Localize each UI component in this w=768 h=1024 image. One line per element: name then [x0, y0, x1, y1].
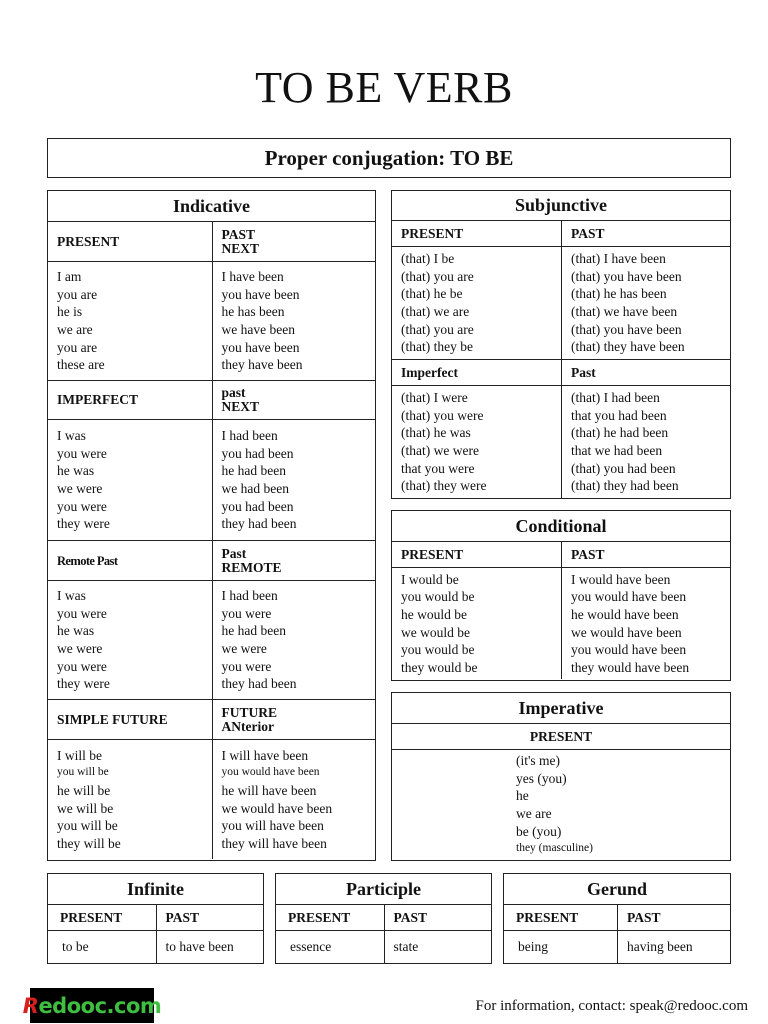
participle-label-row: [276, 905, 491, 931]
form-line: he was: [57, 623, 95, 639]
form-line: (that) they have been: [571, 339, 685, 355]
gerund-past-label: PAST: [617, 905, 730, 930]
imperative-table: [391, 692, 731, 861]
gerund-present-form: being: [518, 939, 548, 955]
form-line: they would be: [401, 659, 478, 675]
form-line: he would be: [401, 606, 467, 622]
form-line: you had been: [221, 445, 294, 461]
imperative-label-row: [392, 724, 730, 750]
form-line: you would be: [401, 589, 475, 605]
form-line: you had been: [221, 498, 294, 514]
subjunctive-present-label-row: [392, 221, 730, 247]
conditional-heading: Conditional: [392, 511, 730, 542]
form-line: (that) we were: [401, 443, 479, 458]
indicative-imperfect-forms-row: [48, 420, 375, 541]
label-line: Past: [221, 545, 247, 561]
form-line: he will be: [57, 782, 111, 798]
form-line: (that) I have been: [571, 251, 666, 267]
indicative-remote-past-forms: [48, 581, 212, 699]
subjunctive-present-label: PRESENT: [401, 225, 464, 241]
logo-text: edooc.com: [38, 993, 162, 1018]
indicative-present-forms-row: [48, 262, 375, 381]
form-line: you are: [57, 339, 98, 355]
participle-heading: Participle: [276, 874, 491, 905]
form-line: that we had been: [571, 443, 663, 458]
indicative-simple-future-forms-row: [48, 740, 375, 859]
participle-past-form: state: [384, 931, 492, 963]
indicative-remote-past-label-row: [48, 541, 375, 581]
form-line: (that) they had been: [571, 478, 679, 494]
form-line: we have been: [221, 322, 295, 337]
form-line: you will be: [57, 766, 109, 779]
form-line: they (masculine): [516, 842, 593, 855]
form-line: you were: [57, 658, 107, 674]
label-line: past: [221, 385, 246, 400]
conditional-past-forms: [561, 568, 730, 679]
form-line: he had been: [221, 623, 286, 639]
infinite-heading: Infinite: [48, 874, 263, 905]
form-line: he was: [57, 463, 95, 479]
form-line: we were: [221, 641, 267, 656]
redooc-logo[interactable]: [22, 988, 162, 1023]
form-line: (that) he be: [401, 286, 463, 302]
participle-past-label: PAST: [384, 905, 492, 930]
form-line: he would have been: [571, 606, 679, 622]
subjunctive-imperfect-label: Imperfect: [401, 364, 458, 380]
form-line: (that) we have been: [571, 304, 678, 319]
form-line: I will be: [57, 747, 102, 763]
label-line: PAST: [221, 226, 256, 242]
form-line: we had been: [221, 481, 289, 496]
subjunctive-present-forms-row: [392, 247, 730, 360]
subjunctive-imperfect-forms: [392, 386, 561, 498]
form-line: you would be: [401, 642, 475, 658]
gerund-present-label: PRESENT: [516, 909, 579, 925]
form-line: they will have been: [221, 835, 327, 851]
form-line: that you were: [401, 460, 475, 476]
conjugation-header-text: Proper conjugation: TO BE: [264, 145, 514, 170]
label-line: NEXT: [221, 240, 260, 256]
form-line: you were: [57, 445, 107, 461]
indicative-future-anterior-forms: [212, 740, 376, 859]
infinite-past-form: to have been: [156, 931, 264, 963]
indicative-table: [47, 190, 376, 861]
form-line: these are: [57, 357, 105, 373]
participle-forms-row: [276, 931, 491, 963]
participle-present-label: PRESENT: [288, 909, 351, 925]
form-line: (that) I be: [401, 251, 455, 267]
form-line: you will be: [57, 818, 118, 834]
participle-table: [275, 873, 492, 964]
form-line: you will have been: [221, 818, 324, 834]
indicative-past-next-forms: [212, 262, 376, 380]
form-line: you were: [221, 658, 272, 674]
form-line: (that) you are: [401, 321, 474, 337]
gerund-past-form: having been: [617, 931, 730, 963]
form-line: they were: [57, 516, 110, 532]
form-line: I would be: [401, 571, 459, 587]
form-line: (that) they be: [401, 339, 473, 355]
gerund-forms-row: [504, 931, 730, 963]
form-line: he has been: [221, 304, 285, 320]
form-line: I was: [57, 588, 86, 604]
indicative-simple-future-label-row: [48, 700, 375, 740]
infinite-table: [47, 873, 264, 964]
imperative-present-label: PRESENT: [529, 728, 593, 744]
page-title: TO BE VERB: [255, 63, 513, 112]
indicative-present-forms: [48, 262, 212, 380]
form-line: I was: [57, 428, 86, 444]
indicative-imperfect-label: IMPERFECT: [57, 392, 138, 407]
indicative-present-label-row: [48, 222, 375, 262]
form-line: we would have been: [571, 624, 682, 640]
subjunctive-imperfect-label-row: [392, 360, 730, 386]
infinite-forms-row: [48, 931, 263, 963]
form-line: you would have been: [571, 589, 687, 605]
form-line: he is: [57, 304, 83, 320]
subjunctive-heading: Subjunctive: [392, 191, 730, 221]
indicative-future-anterior-label: [212, 700, 376, 739]
imperative-forms-row: [392, 750, 730, 860]
indicative-simple-future-label: SIMPLE FUTURE: [57, 711, 168, 727]
logo-r-mark: R: [22, 993, 39, 1018]
form-line: that you had been: [571, 407, 667, 423]
subjunctive-present-forms: [392, 247, 561, 359]
indicative-imperfect-forms: [48, 420, 212, 540]
form-line: I had been: [221, 428, 278, 444]
conditional-label-row: [392, 542, 730, 568]
form-line: they had been: [221, 516, 297, 532]
imperative-heading: Imperative: [392, 693, 730, 724]
contact-info: For information, contact: speak@redooc.com: [475, 998, 748, 1014]
label-line: NEXT: [221, 399, 260, 414]
indicative-past-next-label: [212, 222, 376, 261]
subjunctive-past-2-label: Past: [561, 360, 730, 385]
form-line: you would have been: [221, 766, 320, 779]
subjunctive-imperfect-forms-row: [392, 386, 730, 498]
form-line: we are: [516, 806, 552, 821]
indicative-imperfect-label-row: [48, 381, 375, 420]
label-line: FUTURE: [221, 704, 278, 720]
form-line: he will have been: [221, 782, 317, 798]
form-line: you have been: [221, 339, 300, 355]
form-line: you were: [221, 605, 272, 621]
form-line: we will be: [57, 800, 114, 816]
infinite-label-row: [48, 905, 263, 931]
form-line: (that) you had been: [571, 460, 676, 476]
infinite-past-label: PAST: [156, 905, 264, 930]
subjunctive-past-label: PAST: [561, 221, 730, 246]
form-line: you have been: [221, 286, 300, 302]
form-line: (that) I had been: [571, 390, 660, 406]
form-line: we were: [57, 481, 103, 496]
gerund-heading: Gerund: [504, 874, 730, 905]
conditional-present-label: PRESENT: [401, 546, 464, 562]
conditional-present-forms: [392, 568, 561, 679]
form-line: yes (you): [516, 770, 567, 786]
form-line: be (you): [516, 823, 562, 839]
indicative-past-next-2-forms: [212, 420, 376, 540]
form-line: they will be: [57, 835, 121, 851]
form-line: I will have been: [221, 747, 309, 763]
form-line: he had been: [221, 463, 286, 479]
infinite-present-label: PRESENT: [60, 909, 123, 925]
indicative-remote-past-label: Remote Past: [57, 553, 118, 568]
infinite-present-form: to be: [62, 939, 89, 955]
form-line: (that) you have been: [571, 321, 682, 337]
form-line: he: [516, 788, 529, 804]
form-line: I had been: [221, 588, 278, 604]
form-line: they were: [57, 676, 110, 692]
indicative-heading: Indicative: [48, 191, 375, 222]
imperative-forms: [392, 750, 593, 860]
conditional-forms-row: [392, 568, 730, 679]
form-line: (that) they were: [401, 478, 487, 494]
label-line: ANterior: [221, 718, 274, 734]
subjunctive-past-2-forms: [561, 386, 730, 498]
form-line: you were: [57, 498, 107, 514]
form-line: I have been: [221, 269, 284, 285]
form-line: you would have been: [571, 642, 687, 658]
form-line: I am: [57, 269, 82, 285]
indicative-past-next-2-label: [212, 381, 376, 419]
conditional-past-label: PAST: [561, 542, 730, 567]
form-line: we would have been: [221, 800, 333, 816]
indicative-simple-future-forms: [48, 740, 212, 859]
form-line: we are: [57, 322, 93, 337]
form-line: (that) he has been: [571, 286, 667, 302]
form-line: (that) you were: [401, 407, 484, 423]
form-line: they have been: [221, 357, 303, 373]
form-line: they had been: [221, 676, 297, 692]
conditional-table: [391, 510, 731, 681]
indicative-present-label: PRESENT: [57, 233, 120, 249]
form-line: (that) he was: [401, 425, 471, 441]
form-line: we would be: [401, 624, 470, 640]
form-line: we were: [57, 641, 103, 656]
form-line: I would have been: [571, 571, 671, 587]
form-line: (that) we are: [401, 304, 470, 319]
indicative-past-remote-label: [212, 541, 376, 580]
form-line: (that) you are: [401, 268, 474, 284]
indicative-remote-past-forms-row: [48, 581, 375, 700]
conjugation-header: [47, 138, 731, 178]
form-line: (it's me): [516, 753, 561, 769]
gerund-label-row: [504, 905, 730, 931]
subjunctive-past-forms: [561, 247, 730, 359]
form-line: (that) he had been: [571, 425, 669, 441]
gerund-table: [503, 873, 731, 964]
form-line: they would have been: [571, 659, 690, 675]
participle-present-form: essence: [290, 939, 332, 955]
label-line: REMOTE: [221, 559, 282, 575]
subjunctive-table: [391, 190, 731, 499]
indicative-past-remote-forms: [212, 581, 376, 699]
form-line: (that) I were: [401, 390, 468, 406]
form-line: (that) you have been: [571, 268, 682, 284]
form-line: you were: [57, 605, 107, 621]
form-line: you are: [57, 286, 98, 302]
